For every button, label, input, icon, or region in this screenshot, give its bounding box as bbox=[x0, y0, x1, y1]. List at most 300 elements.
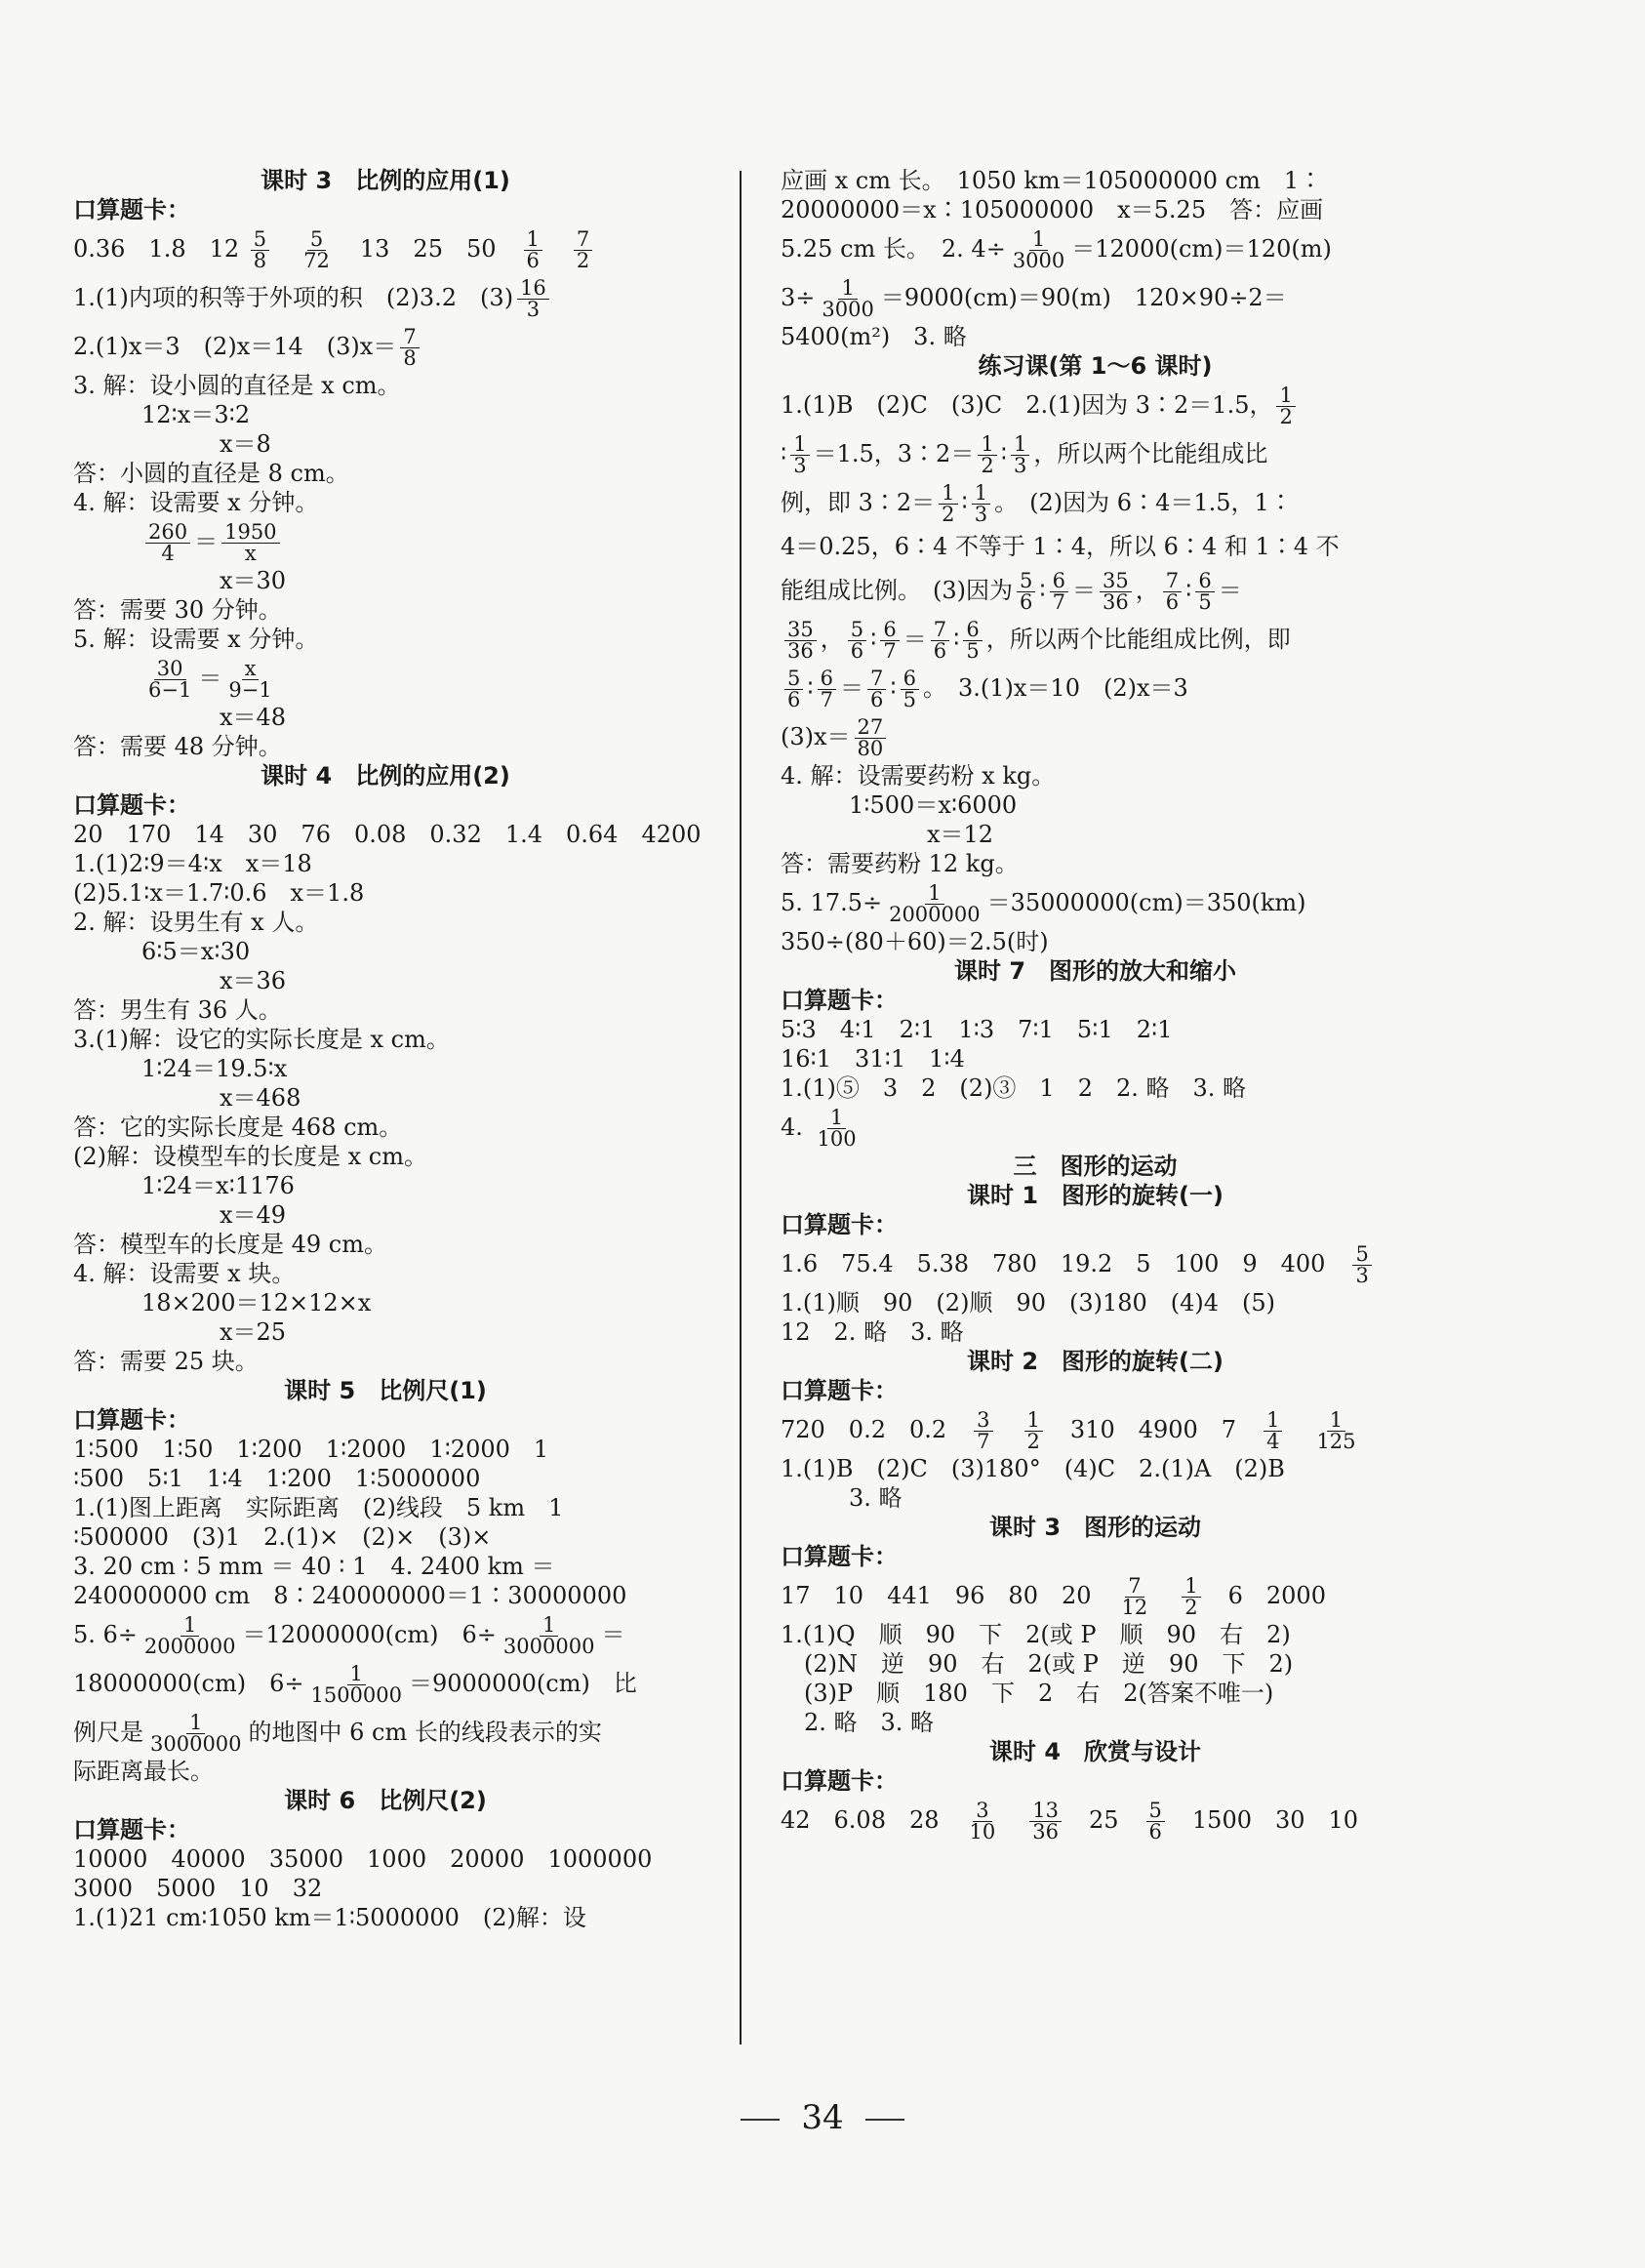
text-segment: ∶ bbox=[1039, 577, 1046, 604]
answer-line: x＝30 bbox=[220, 567, 287, 594]
text-segment: ＝12000000(cm) 6÷ bbox=[242, 1621, 497, 1648]
text-segment: ，所以两个比能组成比例，即 bbox=[985, 626, 1291, 653]
answer-line bbox=[781, 566, 1410, 615]
fraction-numerator: 260 bbox=[145, 522, 190, 544]
answer-line: x＝8 bbox=[220, 430, 271, 458]
fraction-numerator: 5 bbox=[251, 229, 269, 251]
fraction bbox=[784, 668, 803, 710]
fraction bbox=[1029, 1801, 1062, 1843]
drill-card-label: 口算题卡： bbox=[781, 987, 898, 1014]
fraction-numerator: 30 bbox=[154, 659, 186, 680]
answer-line: 际距离最长。 bbox=[73, 1758, 214, 1785]
fraction bbox=[517, 278, 549, 320]
fraction bbox=[939, 483, 957, 525]
fraction bbox=[1119, 1576, 1151, 1618]
fraction bbox=[1050, 571, 1068, 613]
fraction bbox=[1163, 571, 1182, 613]
text-segment: ＝9000(cm)＝90(m) 120×90÷2＝ bbox=[880, 284, 1287, 311]
fraction bbox=[1017, 571, 1035, 613]
fraction-numerator: 7 bbox=[400, 327, 419, 348]
answer-line: x＝49 bbox=[220, 1201, 287, 1229]
text-segment: 5. 6÷ bbox=[73, 1621, 138, 1648]
fraction-numerator: 6 bbox=[1050, 571, 1068, 592]
answer-line: 5. 解：设需要 x 分钟。 bbox=[73, 626, 319, 653]
fraction bbox=[1182, 1576, 1200, 1618]
page-footer bbox=[0, 2098, 1645, 2137]
answer-line bbox=[73, 517, 698, 566]
text-segment: 。 3.(1)x＝10 (2)x＝3 bbox=[923, 674, 1188, 702]
fraction-numerator: 35 bbox=[784, 620, 817, 641]
answer-line: 答：需要 48 分钟。 bbox=[73, 733, 282, 760]
text-segment: 能组成比例。 (3)因为 bbox=[781, 577, 1013, 604]
fraction bbox=[931, 620, 949, 662]
drill-card-label: 口算题卡： bbox=[73, 1406, 190, 1434]
text-segment: ∶ bbox=[781, 440, 787, 467]
answer-line bbox=[781, 615, 1410, 664]
answer-line: 答：小圆的直径是 8 cm。 bbox=[73, 460, 349, 487]
text-segment: ，所以两个比能组成比 bbox=[1033, 440, 1268, 467]
fraction-numerator: 7 bbox=[867, 668, 886, 690]
answer-line: 5400(m²) 3. 略 bbox=[781, 323, 967, 350]
answer-line bbox=[781, 1796, 1410, 1844]
fraction bbox=[524, 229, 542, 271]
fraction-numerator: 5 bbox=[1352, 1244, 1371, 1266]
answer-line: 2. 解：设男生有 x 人。 bbox=[73, 909, 319, 936]
fraction bbox=[974, 1410, 992, 1452]
answer-line bbox=[73, 1659, 698, 1708]
fraction-numerator: 35 bbox=[1100, 571, 1132, 592]
answer-line: x＝12 bbox=[927, 821, 994, 848]
footer-dash-right bbox=[865, 2119, 904, 2121]
fraction-denominator: 6 bbox=[850, 639, 864, 663]
fraction bbox=[301, 229, 333, 271]
fraction-denominator: 36 bbox=[1032, 1820, 1059, 1843]
fraction-denominator: 2 bbox=[576, 249, 590, 272]
fraction bbox=[400, 327, 419, 369]
answer-line bbox=[781, 224, 1410, 273]
fraction bbox=[1010, 229, 1067, 271]
fraction-numerator: 7 bbox=[1163, 571, 1182, 592]
answer-line: 答：男生有 36 人。 bbox=[73, 996, 282, 1024]
section-heading: 课时 3 比例的应用(1) bbox=[261, 167, 510, 194]
answer-line: 1.(1)图上距离 实际距离 (2)线段 5 km 1 bbox=[73, 1494, 564, 1521]
fraction-denominator: 80 bbox=[857, 737, 884, 760]
answer-line: ∶500 5∶1 1∶4 1∶200 1∶5000000 bbox=[73, 1465, 481, 1492]
text-segment: 18000000(cm) 6÷ bbox=[73, 1670, 304, 1697]
fraction-denominator: 125 bbox=[1316, 1430, 1356, 1453]
fraction-denominator: 3 bbox=[1013, 454, 1027, 477]
fraction-denominator: 72 bbox=[303, 249, 330, 272]
text-segment: ＝35000000(cm)＝350(km) bbox=[986, 889, 1306, 916]
fraction-numerator: 7 bbox=[1125, 1576, 1143, 1598]
text-segment: ＝ bbox=[1072, 577, 1096, 604]
fraction-numerator: 1 bbox=[972, 483, 990, 505]
fraction-numerator: x bbox=[242, 659, 260, 680]
answer-line: x＝25 bbox=[220, 1318, 287, 1346]
drill-card-label: 口算题卡： bbox=[781, 1211, 898, 1238]
answer-line bbox=[781, 1571, 1410, 1620]
section-heading: 课时 4 欣赏与设计 bbox=[988, 1738, 1202, 1765]
fraction-numerator: 5 bbox=[1017, 571, 1035, 592]
fraction-numerator: 5 bbox=[1146, 1801, 1165, 1822]
fraction-numerator: 3 bbox=[973, 1801, 991, 1822]
fraction-denominator: 7 bbox=[977, 1430, 990, 1453]
fraction-denominator: 2 bbox=[1184, 1596, 1198, 1619]
text-segment: 1.(1)B (2)C (3)C 2.(1)因为 3∶2＝1.5， bbox=[781, 391, 1273, 419]
fraction-numerator: 1 bbox=[1029, 229, 1048, 251]
fraction-denominator: 6 bbox=[1148, 1820, 1162, 1843]
text-segment: ＝12000(cm)＝120(m) bbox=[1071, 235, 1332, 263]
fraction-numerator: 1 bbox=[1276, 385, 1295, 407]
text-segment: 1500 30 10 bbox=[1168, 1806, 1359, 1834]
section-heading: 课时 3 图形的运动 bbox=[988, 1514, 1202, 1541]
fraction-numerator: 1 bbox=[524, 229, 542, 251]
fraction-numerator: 1 bbox=[827, 1108, 846, 1129]
fraction-denominator: 36 bbox=[1103, 590, 1129, 614]
answer-line: 240000000 cm 8∶240000000＝1∶30000000 bbox=[73, 1582, 627, 1609]
answer-line: 12∶x＝3∶2 bbox=[141, 401, 251, 428]
text-segment: 310 4900 7 bbox=[1046, 1416, 1261, 1443]
answer-line: x＝48 bbox=[220, 704, 287, 731]
answer-line bbox=[781, 381, 1410, 429]
answer-line: 1∶500 1∶50 1∶200 1∶2000 1∶2000 1 bbox=[73, 1436, 549, 1463]
text-segment: ， bbox=[1135, 577, 1159, 604]
text-segment bbox=[997, 1416, 1021, 1443]
text-segment: 5.25 cm 长。 2. 4÷ bbox=[781, 235, 1006, 263]
answer-line: 12 2. 略 3. 略 bbox=[781, 1318, 964, 1346]
answer-line: 1∶500＝x∶6000 bbox=[849, 791, 1018, 819]
answer-line: 1.(1)21 cm∶1050 km＝1∶5000000 (2)解：设 bbox=[73, 1904, 586, 1931]
answer-line: 答：它的实际长度是 468 cm。 bbox=[73, 1114, 403, 1141]
fraction-denominator: 5 bbox=[903, 688, 916, 711]
text-segment: ∶ bbox=[953, 626, 960, 653]
answer-line: 4. 解：设需要 x 分钟。 bbox=[73, 489, 319, 516]
answer-line: 答：需要 30 分钟。 bbox=[73, 596, 282, 624]
fraction-numerator: 1 bbox=[1327, 1410, 1345, 1432]
answer-line: ∶500000 (3)1 2.(1)× (2)× (3)× bbox=[73, 1523, 492, 1551]
left-column bbox=[73, 166, 702, 1932]
text-segment: ＝ bbox=[198, 665, 222, 692]
fraction-denominator: 8 bbox=[403, 346, 417, 370]
fraction-numerator: 1 bbox=[925, 883, 943, 905]
footer-dash-left bbox=[741, 2119, 780, 2121]
page-number: 34 bbox=[801, 2098, 844, 2137]
fraction-denominator: 5 bbox=[966, 639, 980, 663]
fraction bbox=[1352, 1244, 1371, 1286]
answer-line bbox=[73, 322, 698, 371]
fraction bbox=[225, 659, 274, 701]
answer-line: 答：模型车的长度是 49 cm。 bbox=[73, 1231, 387, 1258]
drill-card-label: 口算题卡： bbox=[73, 196, 190, 223]
fraction-denominator: 8 bbox=[253, 249, 267, 272]
fraction-numerator: 1 bbox=[1182, 1576, 1200, 1598]
text-segment: 1.6 75.4 5.38 780 19.2 5 100 9 400 bbox=[781, 1250, 1349, 1277]
fraction bbox=[251, 229, 269, 271]
answer-line bbox=[73, 1708, 698, 1757]
fraction-denominator: 2 bbox=[942, 503, 955, 526]
answer-line bbox=[781, 429, 1410, 478]
answer-line: 答：需要药粉 12 kg。 bbox=[781, 850, 1019, 877]
fraction-denominator: 6 bbox=[787, 688, 801, 711]
text-segment: ∶ bbox=[961, 489, 968, 516]
section-heading: 课时 1 图形的旋转(一) bbox=[967, 1182, 1224, 1209]
answer-line: 20 170 14 30 76 0.08 0.32 1.4 0.64 4200 bbox=[73, 821, 702, 848]
text-segment: 5. 17.5÷ bbox=[781, 889, 883, 916]
drill-card-label: 口算题卡： bbox=[781, 1767, 898, 1795]
answer-line bbox=[781, 1405, 1410, 1454]
answer-line bbox=[73, 273, 698, 322]
fraction-denominator: 3 bbox=[526, 298, 541, 321]
text-segment: 17 10 441 96 80 20 bbox=[781, 1582, 1115, 1609]
text-segment: ＝ bbox=[840, 674, 863, 702]
answer-line: 5∶3 4∶1 2∶1 1∶3 7∶1 5∶1 2∶1 bbox=[781, 1016, 1173, 1043]
fraction-numerator: 5 bbox=[784, 668, 803, 690]
answer-line: 答：需要 25 块。 bbox=[73, 1348, 259, 1375]
text-segment: ＝9000000(cm) 比 bbox=[409, 1670, 637, 1697]
answer-line: 3. 解：设小圆的直径是 x cm。 bbox=[73, 372, 401, 399]
fraction-numerator: 1 bbox=[838, 278, 857, 300]
fraction-numerator: 7 bbox=[574, 229, 592, 251]
text-segment: 6 2000 bbox=[1204, 1582, 1326, 1609]
section-heading: 练习课(第 1～6 课时) bbox=[978, 352, 1213, 380]
fraction bbox=[141, 1615, 239, 1657]
answer-line: 1.(1)Q 顺 90 下 2(或 P 顺 90 右 2) bbox=[781, 1621, 1291, 1648]
fraction bbox=[818, 668, 836, 710]
fraction bbox=[1024, 1410, 1043, 1452]
fraction-numerator: 3 bbox=[974, 1410, 992, 1432]
fraction bbox=[963, 620, 982, 662]
answer-line bbox=[781, 273, 1410, 322]
fraction bbox=[1195, 571, 1214, 613]
fraction bbox=[501, 1615, 598, 1657]
text-segment: 。 (2)因为 6∶4＝1.5，1∶ bbox=[994, 489, 1293, 516]
answer-line bbox=[73, 654, 698, 703]
fraction-denominator: 3000000 bbox=[502, 1635, 595, 1658]
fraction-numerator: 1 bbox=[181, 1615, 199, 1637]
text-segment: ， bbox=[820, 626, 844, 653]
fraction bbox=[978, 434, 996, 476]
text-segment: 42 6.08 28 bbox=[781, 1806, 963, 1834]
section-heading: 课时 5 比例尺(1) bbox=[284, 1377, 487, 1404]
answer-line: 3. 略 bbox=[849, 1484, 903, 1512]
fraction-denominator: 2000000 bbox=[889, 903, 981, 926]
fraction bbox=[972, 483, 990, 525]
fraction bbox=[145, 522, 190, 564]
fraction bbox=[1146, 1801, 1165, 1843]
fraction-denominator: 3 bbox=[974, 503, 988, 526]
fraction bbox=[790, 434, 809, 476]
text-segment: ＝ bbox=[903, 626, 927, 653]
text-segment: 3÷ bbox=[781, 284, 816, 311]
answer-line: x＝468 bbox=[220, 1084, 301, 1112]
answer-line bbox=[73, 1610, 698, 1659]
fraction bbox=[867, 668, 886, 710]
answer-line: 1.(1)B (2)C (3)180° (4)C 2.(1)A (2)B bbox=[781, 1455, 1285, 1482]
fraction-denominator: 6 bbox=[526, 249, 540, 272]
fraction-denominator: 6 bbox=[870, 688, 884, 711]
fraction-denominator: 3000000 bbox=[150, 1732, 242, 1756]
answer-line: 应画 x cm 长。 1050 km＝105000000 cm 1∶ bbox=[781, 167, 1323, 194]
text-segment: ∶ bbox=[1000, 440, 1007, 467]
fraction-numerator: 1 bbox=[1024, 1410, 1043, 1432]
text-segment: ∶ bbox=[890, 674, 897, 702]
answer-line bbox=[781, 878, 1410, 927]
answer-line bbox=[781, 664, 1410, 712]
answer-line: 4＝0.25，6∶4 不等于 1∶4，所以 6∶4 和 1∶4 不 bbox=[781, 533, 1340, 560]
fraction-numerator: 1950 bbox=[221, 522, 279, 544]
answer-line: 16∶1 31∶1 1∶4 bbox=[781, 1045, 965, 1073]
fraction-denominator: 7 bbox=[883, 639, 897, 663]
fraction-denominator: 3000 bbox=[822, 298, 874, 321]
text-segment: ∶ bbox=[1185, 577, 1192, 604]
answer-line: 1.(1)⑤ 3 2 (2)③ 1 2 2. 略 3. 略 bbox=[781, 1074, 1247, 1102]
fraction-denominator: 4 bbox=[161, 542, 175, 565]
fraction-denominator: 3 bbox=[1355, 1264, 1369, 1287]
fraction-numerator: 5 bbox=[848, 620, 866, 641]
fraction-denominator: 2 bbox=[1026, 1430, 1040, 1453]
right-column bbox=[781, 166, 1410, 1844]
answer-line: 4. 解：设需要药粉 x kg。 bbox=[781, 762, 1056, 790]
fraction-numerator: 1 bbox=[978, 434, 996, 456]
fraction bbox=[880, 620, 899, 662]
fraction-denominator: 7 bbox=[1052, 590, 1065, 614]
answer-line: 1.(1)2∶9＝4∶x x＝18 bbox=[73, 850, 312, 877]
fraction bbox=[574, 229, 592, 271]
fraction-numerator: 1 bbox=[1011, 434, 1029, 456]
fraction-denominator: 5 bbox=[1198, 590, 1212, 614]
fraction bbox=[147, 1713, 245, 1755]
fraction-numerator: 6 bbox=[1195, 571, 1214, 592]
text-segment bbox=[273, 235, 297, 263]
answer-line bbox=[73, 224, 698, 273]
answer-line: 2. 略 3. 略 bbox=[781, 1709, 935, 1736]
fraction-numerator: 6 bbox=[880, 620, 899, 641]
text-segment: 4. bbox=[781, 1114, 811, 1141]
fraction-denominator: 9−1 bbox=[228, 678, 272, 702]
answer-line: x＝36 bbox=[220, 967, 287, 994]
fraction bbox=[1313, 1410, 1358, 1452]
answer-line: 3000 5000 10 32 bbox=[73, 1875, 323, 1902]
fraction-denominator: 2 bbox=[1279, 405, 1293, 428]
drill-card-label: 口算题卡： bbox=[73, 1816, 190, 1843]
text-segment bbox=[1002, 1806, 1025, 1834]
fraction-denominator: 6 bbox=[1165, 590, 1180, 614]
answer-line: 3. 20 cm ∶ 5 mm ＝ 40 ∶ 1 4. 2400 km ＝ bbox=[73, 1553, 555, 1580]
text-segment: ∶ bbox=[870, 626, 877, 653]
text-segment: 1.(1)内项的积等于外项的积 (2)3.2 (3) bbox=[73, 284, 514, 311]
answer-line: (2)5.1∶x＝1.7∶0.6 x＝1.8 bbox=[73, 879, 365, 907]
drill-card-label: 口算题卡： bbox=[781, 1377, 898, 1404]
section-heading: 课时 6 比例尺(2) bbox=[284, 1787, 487, 1814]
fraction-numerator: 1 bbox=[790, 434, 809, 456]
text-segment: 13 25 50 bbox=[336, 235, 520, 263]
answer-line: 18×200＝12×12×x bbox=[141, 1289, 372, 1316]
fraction-numerator: 1 bbox=[347, 1664, 366, 1685]
text-segment: 25 bbox=[1064, 1806, 1143, 1834]
fraction-numerator: 27 bbox=[855, 717, 887, 739]
answer-line: 1∶24＝19.5∶x bbox=[141, 1055, 288, 1082]
answer-line: (3)P 顺 180 下 2 右 2(答案不唯一) bbox=[781, 1680, 1274, 1707]
answer-line: 350÷(80＋60)＝2.5(时) bbox=[781, 928, 1049, 955]
answer-line: 3.(1)解：设它的实际长度是 x cm。 bbox=[73, 1026, 450, 1053]
text-segment: 例尺是 bbox=[73, 1719, 143, 1746]
fraction-numerator: 1 bbox=[1264, 1410, 1282, 1432]
fraction-numerator: 5 bbox=[307, 229, 326, 251]
fraction bbox=[901, 668, 919, 710]
text-segment: 2.(1)x＝3 (2)x＝14 (3)x＝ bbox=[73, 333, 397, 360]
fraction-denominator: 6 bbox=[933, 639, 947, 663]
fraction-denominator: 10 bbox=[969, 1820, 996, 1843]
section-heading: 课时 4 比例的应用(2) bbox=[261, 762, 510, 790]
section-heading: 课时 2 图形的旋转(二) bbox=[967, 1348, 1224, 1375]
fraction-numerator: 13 bbox=[1029, 1801, 1062, 1822]
fraction-numerator: 6 bbox=[818, 668, 836, 690]
fraction-numerator: 1 bbox=[540, 1615, 558, 1637]
fraction bbox=[1100, 571, 1132, 613]
fraction-denominator: 3000 bbox=[1012, 249, 1065, 272]
text-segment: 0.36 1.8 12 bbox=[73, 235, 247, 263]
fraction bbox=[221, 522, 279, 564]
fraction-numerator: 1 bbox=[186, 1713, 205, 1734]
fraction bbox=[1264, 1410, 1282, 1452]
fraction bbox=[855, 717, 887, 759]
fraction-numerator: 7 bbox=[931, 620, 949, 641]
text-segment: (3)x＝ bbox=[781, 723, 851, 750]
fraction bbox=[848, 620, 866, 662]
fraction-denominator: 100 bbox=[817, 1127, 857, 1151]
fraction-numerator: 1 bbox=[939, 483, 957, 505]
text-segment: ∶ bbox=[807, 674, 814, 702]
text-segment: ＝ bbox=[194, 528, 219, 555]
answer-line: 20000000＝x∶105000000 x＝5.25 答：应画 bbox=[781, 196, 1324, 223]
answer-line bbox=[781, 712, 1410, 761]
fraction-denominator: 2 bbox=[981, 454, 994, 477]
answer-line bbox=[781, 1103, 1410, 1152]
answer-line: (2)N 逆 90 右 2(或 P 逆 90 下 2) bbox=[781, 1650, 1294, 1678]
fraction bbox=[1011, 434, 1029, 476]
text-segment: 720 0.2 0.2 bbox=[781, 1416, 971, 1443]
answer-line: 1∶24＝x∶1176 bbox=[141, 1172, 295, 1199]
answer-line: 6∶5＝x∶30 bbox=[141, 938, 251, 965]
text-segment bbox=[1286, 1416, 1309, 1443]
text-segment: ＝ bbox=[1218, 577, 1242, 604]
fraction-denominator: 1500000 bbox=[310, 1683, 402, 1707]
fraction-denominator: 4 bbox=[1266, 1430, 1280, 1453]
fraction-denominator: 6−1 bbox=[148, 678, 192, 702]
column-divider bbox=[740, 171, 742, 2045]
text-segment: ＝1.5，3∶2＝ bbox=[813, 440, 975, 467]
drill-card-label: 口算题卡： bbox=[73, 791, 190, 819]
fraction-denominator: 6 bbox=[1020, 590, 1033, 614]
fraction bbox=[886, 883, 983, 925]
text-segment: ＝ bbox=[601, 1621, 625, 1648]
fraction bbox=[967, 1801, 999, 1843]
fraction-numerator: 6 bbox=[963, 620, 982, 641]
drill-card-label: 口算题卡： bbox=[781, 1543, 898, 1570]
fraction-denominator: 2000000 bbox=[143, 1635, 236, 1658]
text-segment bbox=[1154, 1582, 1178, 1609]
section-heading: 课时 7 图形的放大和缩小 bbox=[953, 957, 1237, 985]
text-segment: 例，即 3∶2＝ bbox=[781, 489, 936, 516]
fraction bbox=[145, 659, 194, 701]
fraction-denominator: 36 bbox=[787, 639, 814, 663]
answer-line: 4. 解：设需要 x 块。 bbox=[73, 1260, 296, 1287]
fraction bbox=[815, 1108, 860, 1150]
fraction-denominator: x bbox=[244, 542, 257, 565]
answer-line: 1.(1)顺 90 (2)顺 90 (3)180 (4)4 (5) bbox=[781, 1289, 1276, 1316]
answer-line: (2)解：设模型车的长度是 x cm。 bbox=[73, 1143, 427, 1170]
answer-line bbox=[781, 1239, 1410, 1288]
